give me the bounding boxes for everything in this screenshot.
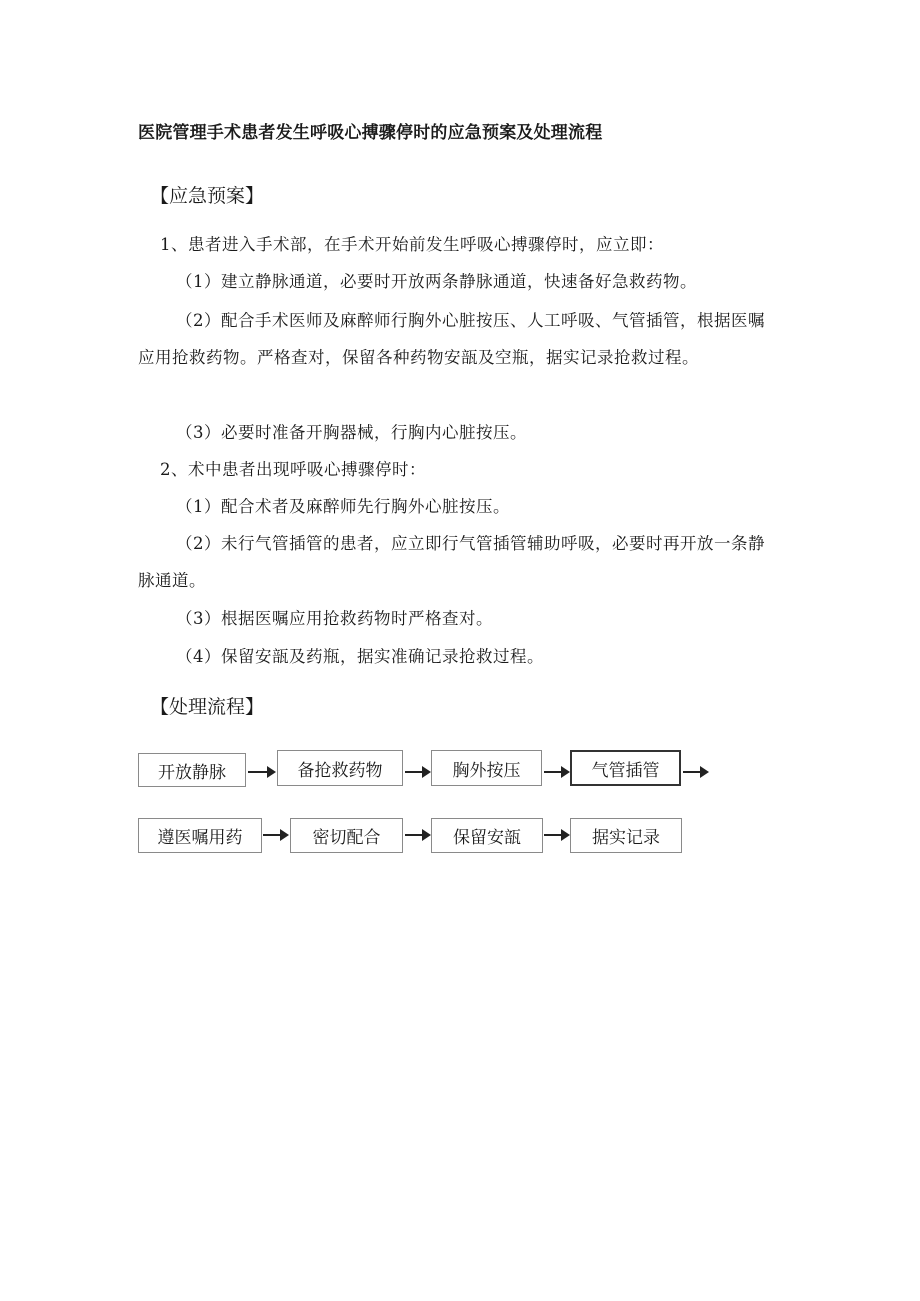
flow-step-close-cooperation: 密切配合 xyxy=(290,818,403,853)
flow-step-intubation: 气管插管 xyxy=(570,750,681,786)
paragraph-2-3: （3）根据医嘱应用抢救药物时严格查对。 xyxy=(176,609,493,628)
flow-step-keep-ampoules: 保留安瓿 xyxy=(431,818,543,853)
flow-arrow xyxy=(544,829,570,841)
flow-step-record-truthfully: 据实记录 xyxy=(570,818,682,853)
flow-step-chest-compression: 胸外按压 xyxy=(431,750,542,786)
flow-arrow xyxy=(544,766,570,778)
flow-arrow xyxy=(405,829,431,841)
flow-step-prepare-drugs: 备抢救药物 xyxy=(277,750,403,786)
paragraph-2-1: （1）配合术者及麻醉师先行胸外心脏按压。 xyxy=(176,497,510,516)
flow-arrow xyxy=(248,766,276,778)
section-heading-process: 【处理流程】 xyxy=(150,696,265,718)
paragraph-1: 1、患者进入手术部，在手术开始前发生呼吸心搏骤停时，应立即： xyxy=(160,235,664,254)
paragraph-1-3: （3）必要时准备开胸器械，行胸内心脏按压。 xyxy=(176,423,527,442)
paragraph-1-2: （2）配合手术医师及麻醉师行胸外心脏按压、人工呼吸、气管插管，根据医嘱应用抢救药物。严格查对，保留各种药物安瓿及空瓶，据实记录抢救过程。 xyxy=(138,311,765,367)
document-title: 医院管理手术患者发生呼吸心搏骤停时的应急预案及处理流程 xyxy=(138,123,603,143)
flow-arrow xyxy=(683,766,709,778)
flow-step-medication-by-order: 遵医嘱用药 xyxy=(138,818,262,853)
paragraph-2-2: （2）未行气管插管的患者，应立即行气管插管辅助呼吸，必要时再开放一条静脉通道。 xyxy=(138,534,765,590)
flow-step-open-vein: 开放静脉 xyxy=(138,753,246,787)
flow-arrow xyxy=(405,766,431,778)
paragraph-1-1: （1）建立静脉通道，必要时开放两条静脉通道，快速备好急救药物。 xyxy=(176,272,697,291)
section-heading-plan: 【应急预案】 xyxy=(150,185,265,207)
paragraph-2: 2、术中患者出现呼吸心搏骤停时： xyxy=(160,460,426,479)
paragraph-2-4: （4）保留安瓿及药瓶，据实准确记录抢救过程。 xyxy=(176,647,544,666)
flow-arrow xyxy=(263,829,289,841)
